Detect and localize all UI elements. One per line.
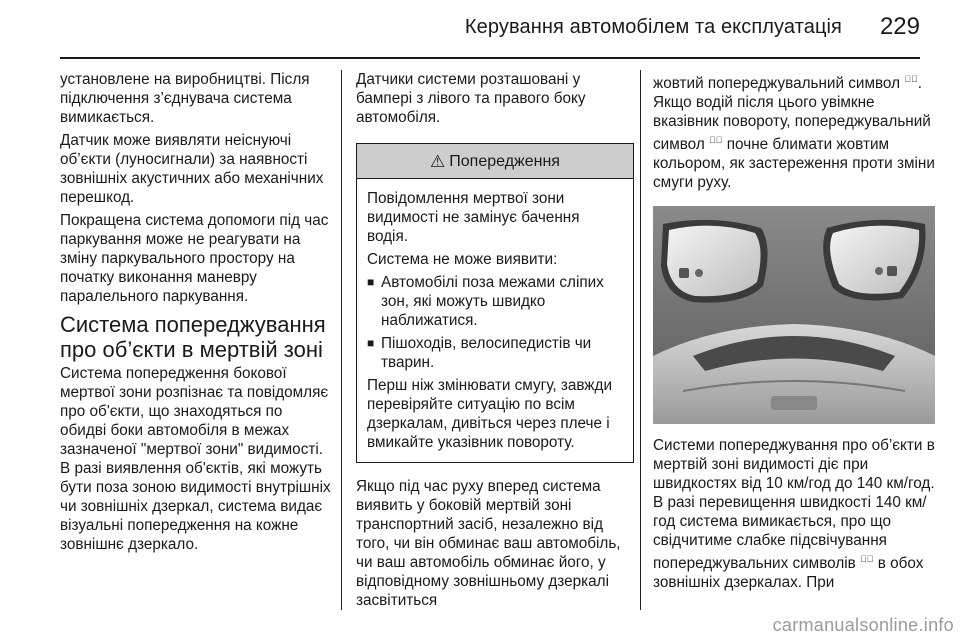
column-3 — [653, 70, 935, 596]
bullet-icon: ■ — [367, 275, 375, 289]
paragraph: Система попередження бокової мертвої зони розпізнає та повідомляє про об'єкти, що знаходяться по обидві боки автомобіля в межах зазначеної "мертвої зони" видимості. В разі виявлення об'єктів, які можуть бути поза зоною видимості внутрішніх чи зовнішніх дзеркал, система видає візуальні попередження на кожне зовнішнє дзеркало. — [60, 365, 331, 553]
warning-icon: ⚠ — [430, 151, 446, 171]
text-span: Системи попереджування про об’єкти в мертвій зоні видимості діє при швидкостях від 10 км/год до 140 км/год. В разі перевищення швидкості 140 км/год система вимикається, про що свідчитиме слабке підсвічування попереджувальних символів — [653, 437, 935, 573]
mirrors-illustration — [653, 206, 935, 424]
list-item-text: Пішоходів, велосипедистів чи тварин. — [381, 335, 592, 371]
column-divider — [640, 70, 641, 610]
text-span: . Якщо водій після цього увімкне вказівник повороту, попереджувальний символ — [653, 75, 931, 154]
paragraph: Повідомлення мертвої зони видимості не замінує бачення водія. — [367, 190, 580, 245]
warning-box — [356, 143, 634, 463]
paragraph: Датчики системи розташовані у бампері з лівого та правого боку автомобіля. — [356, 71, 586, 126]
blind-spot-symbol-icon: ▗⃟ — [709, 135, 723, 146]
page-header — [0, 0, 960, 56]
blind-spot-symbol-icon: ▗⃟ — [860, 554, 874, 565]
section-title: Система попереджування про об’єкти в мертвій зоні — [60, 312, 326, 362]
paragraph: Якщо під час руху вперед система виявить у боковій мертвій зоні транспортний засіб, незалежно від того, чи він обминає ваш автомобіль, чи ваш автомобіль обминає його, у відповідному зовнішньому дзеркалі засвітиться — [356, 478, 621, 609]
paragraph: Система не може виявити: — [367, 251, 558, 268]
mirrors-illustration-svg — [653, 206, 935, 424]
warning-title: Попередження — [449, 152, 560, 170]
list-item-text: Автомобілі поза межами сліпих зон, які можуть швидко наближатися. — [381, 274, 604, 329]
text-span: в обох зовнішніх дзеркалах. При — [653, 555, 924, 592]
column-2 — [356, 70, 634, 614]
text-span: почне блимати жовтим кольором, як застереження проти зміни смуги руху. — [653, 136, 935, 192]
page-number: 229 — [879, 13, 920, 40]
warning-header — [357, 144, 633, 179]
paragraph — [653, 436, 935, 592]
paragraph: установлене на виробництві. Після підключення з’єднувача система вимикається. — [60, 71, 310, 126]
paragraph: Покращена система допомоги під час паркування може не реагувати на зміну паркувального простору на початку виконання маневру паралельного паркування. — [60, 212, 329, 305]
bullet-icon: ■ — [367, 336, 375, 350]
column-1 — [60, 70, 332, 558]
header-title: Керування автомобілем та експлуатація — [464, 16, 842, 38]
warning-list — [367, 273, 623, 372]
blind-spot-symbol-icon: ▗⃟ — [904, 74, 918, 84]
column-divider — [341, 70, 342, 610]
paragraph: Датчик може виявляти неіснуючі об’єкти (луносигнали) за наявності зовнішніх акустичних або механічних перешкод. — [60, 132, 324, 206]
watermark: carmanualsonline.info — [772, 615, 954, 635]
list-item — [367, 334, 623, 372]
header-rule — [60, 57, 920, 59]
warning-body — [357, 179, 633, 462]
list-item — [367, 273, 623, 330]
paragraph — [653, 70, 935, 192]
paragraph: Перш ніж змінювати смугу, завжди перевіряйте ситуацію по всім дзеркалам, дивіться через плече і вмикайте указівник повороту. — [367, 377, 612, 451]
text-span: жовтий попереджувальний символ — [653, 75, 901, 93]
